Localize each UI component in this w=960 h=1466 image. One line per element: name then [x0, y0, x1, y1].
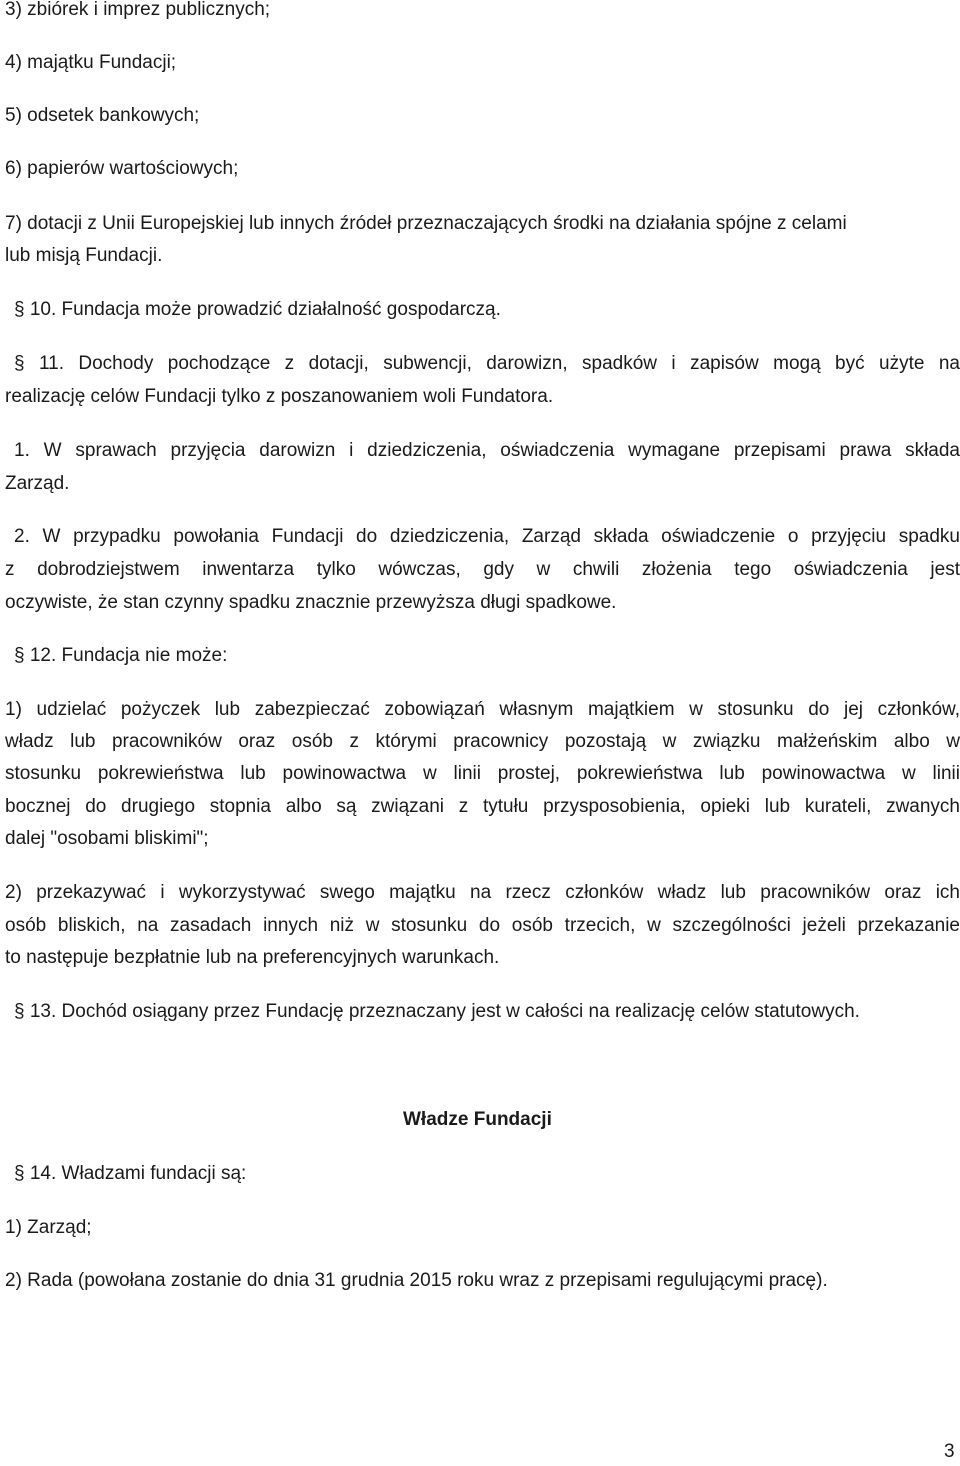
page-number: 3	[944, 1441, 955, 1462]
paragraph-12-item-1-line-3	[5, 762, 960, 786]
paragraph-10: § 10. Fundacja może prowadzić działalność gospodarczą.	[14, 299, 501, 320]
paragraph-11-2-line-3: oczywiste, że stan czynny spadku znacznie przewyższa długi spadkowe.	[5, 592, 617, 613]
paragraph-12-item-1-line-2	[5, 730, 960, 754]
paragraph-12-item-2-line-3: to następuje bezpłatnie lub na preferencyjnych warunkach.	[5, 947, 500, 968]
paragraph-11-2-line-2-text: z dobrodziejstwem inwentarza tylko wówczas, gdy w chwili złożenia tego oświadczenia jest	[5, 559, 960, 580]
paragraph-12-item-1-line-1-text: 1) udzielać pożyczek lub zabezpieczać zobowiązań własnym majątkiem w stosunku do jej członków,	[5, 699, 960, 720]
paragraph-11-2-line-2	[5, 558, 960, 582]
paragraph-12-item-2-line-1	[5, 881, 960, 905]
paragraph-12-item-1-line-1	[5, 698, 960, 722]
paragraph-12-item-1-line-5: dalej "osobami bliskimi";	[5, 828, 209, 849]
list-item-3: 3) zbiórek i imprez publicznych;	[5, 0, 271, 20]
paragraph-11-2-line-1-text: 2. W przypadku powołania Fundacji do dziedziczenia, Zarząd składa oświadczenie o przyjęciu spadku	[14, 526, 960, 547]
paragraph-12: § 12. Fundacja nie może:	[14, 645, 228, 666]
paragraph-11-2-line-1	[14, 525, 960, 549]
paragraph-12-item-2-line-2	[5, 914, 960, 938]
paragraph-11-1-line-1-text: 1. W sprawach przyjęcia darowizn i dziedziczenia, oświadczenia wymagane przepisami prawa składa	[14, 440, 960, 461]
list-item-5: 5) odsetek bankowych;	[5, 105, 200, 126]
paragraph-12-item-1-line-4-text: bocznej do drugiego stopnia albo są związani z tytułu przysposobienia, opieki lub kurateli, zwanych	[5, 796, 960, 817]
paragraph-11-line-2: realizację celów Fundacji tylko z poszanowaniem woli Fundatora.	[5, 386, 554, 407]
paragraph-12-item-1-line-4	[5, 795, 960, 819]
paragraph-12-item-1-line-3-text: stosunku pokrewieństwa lub powinowactwa w linii prostej, pokrewieństwa lub powinowactwa w linii	[5, 763, 960, 784]
paragraph-11-line-1	[14, 352, 960, 376]
paragraph-12-item-1-line-2-text: władz lub pracowników oraz osób z którymi pracownicy pozostają w związku małżeńskim albo w	[5, 731, 960, 752]
paragraph-11-line-1-text: § 11. Dochody pochodzące z dotacji, subwencji, darowizn, spadków i zapisów mogą być użyte na	[14, 353, 960, 374]
paragraph-13: § 13. Dochód osiągany przez Fundację przeznaczany jest w całości na realizację celów statutowych.	[14, 1001, 860, 1022]
list-item-7-line-2: lub misją Fundacji.	[5, 245, 163, 266]
list-item-6: 6) papierów wartościowych;	[5, 158, 239, 179]
paragraph-12-item-2-line-2-text: osób bliskich, na zasadach innych niż w stosunku do osób trzecich, w szczególności jeżeli przekazanie	[5, 915, 960, 936]
paragraph-12-item-2-line-1-text: 2) przekazywać i wykorzystywać swego majątku na rzecz członków władz lub pracowników oraz ich	[5, 882, 960, 903]
paragraph-14-item-1: 1) Zarząd;	[5, 1217, 92, 1238]
paragraph-11-1-line-1	[14, 439, 960, 463]
paragraph-14: § 14. Władzami fundacji są:	[14, 1163, 247, 1184]
list-item-4: 4) majątku Fundacji;	[5, 52, 177, 73]
paragraph-14-item-2: 2) Rada (powołana zostanie do dnia 31 grudnia 2015 roku wraz z przepisami regulującymi pracę).	[5, 1270, 828, 1291]
list-item-7-line-1: 7) dotacji z Unii Europejskiej lub innych źródeł przeznaczających środki na działania spójne z celami	[5, 213, 847, 234]
section-title: Władze Fundacji	[403, 1109, 552, 1130]
paragraph-11-1-line-2: Zarząd.	[5, 473, 70, 494]
